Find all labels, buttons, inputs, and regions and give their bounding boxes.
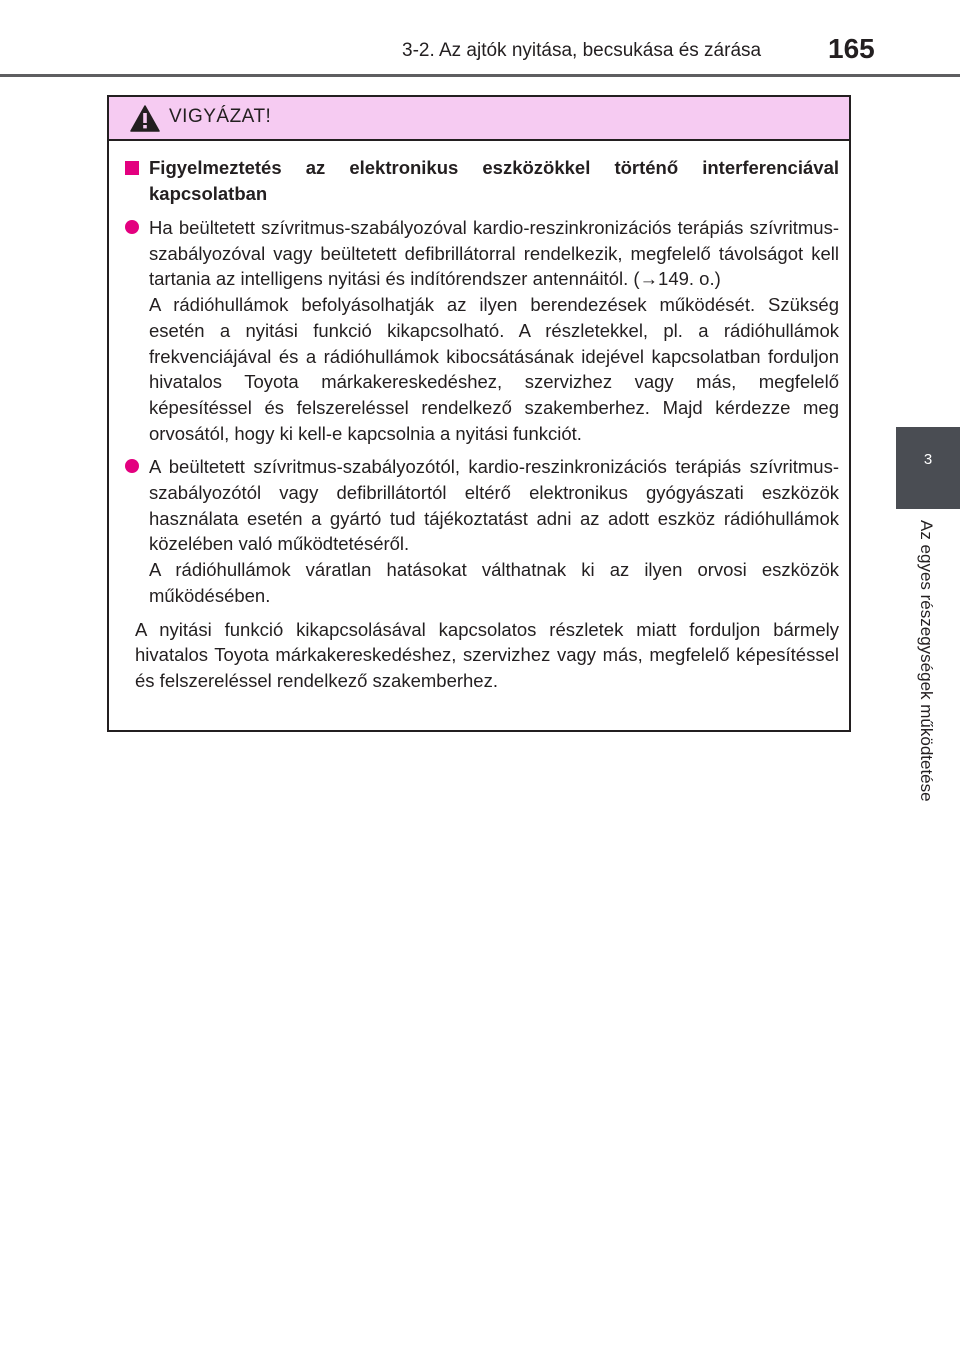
- round-bullet-icon: [125, 220, 139, 234]
- chapter-tab: [896, 427, 960, 509]
- paragraph: A rádióhullámok befolyásolhatják az ilyen berendezések működését. Szükség esetén a nyitási funkció kikapcsolható. A részletekkel, pl. a rádióhullámok frekvenciájával és a rádióhullámok kibocsátásának idejével kapcsolatban forduljon hivatalos Toyota márkakereskedéshez, szervizhez vagy más, megfelelő képesítéssel és felszereléssel rendelkező szakemberhez. Majd kérdezze meg orvosától, hogy ki kell-e kapcsolnia a nyitási funkciót.: [149, 294, 839, 444]
- section-heading: [125, 155, 839, 207]
- section-title: 3-2. Az ajtók nyitása, becsukása és zárása: [402, 40, 762, 61]
- round-bullet-icon: [125, 459, 139, 473]
- caution-box: [107, 95, 851, 732]
- caution-body: [109, 141, 849, 694]
- page-number: 165: [828, 33, 875, 64]
- paragraph: A rádióhullámok váratlan hatásokat válthatnak ki az ilyen orvosi eszközök működésében.: [149, 559, 839, 606]
- warning-triangle-icon: [130, 105, 160, 132]
- chapter-title: Az egyes részegységek működtetése: [917, 520, 936, 802]
- list-item: [125, 215, 839, 446]
- closing-paragraph: A nyitási funkció kikapcsolásával kapcsolatos részletek miatt forduljon bármely hivatalos Toyota márkakereskedéshez, szervizhez vagy más, megfelelő képesítéssel és felszereléssel rendelkező szakemberhez.: [135, 618, 839, 691]
- list-item: [125, 454, 839, 608]
- header-rule: [0, 74, 960, 77]
- paragraph: Ha beültetett szívritmus-szabályozóval kardio-reszinkronizációs terápiás szívritmus-szabályozóval vagy beültetett defibrillátorral rendelkezik, megfelelő távolságot kell tartania az intelligens nyitási és indítórendszer antennáitól. (→149. o.): [149, 217, 839, 290]
- caution-title: VIGYÁZAT!: [169, 106, 272, 127]
- chapter-number: 3: [923, 451, 933, 468]
- square-bullet-icon: [125, 161, 139, 175]
- section-heading-text: Figyelmeztetés az elektronikus eszközökkel történő interferenciával kapcsolatban: [149, 157, 839, 204]
- paragraph: A beültetett szívritmus-szabályozótól, kardio-reszinkronizációs terápiás szívritmus-szabályozótól vagy defibrillátortól eltérő elektronikus gyógyászati eszközök használata esetén a gyártó tud tájékoztatást adni az adott eszköz rádióhullámok közelében való működtetéséről.: [149, 456, 839, 555]
- caution-header: [109, 97, 849, 141]
